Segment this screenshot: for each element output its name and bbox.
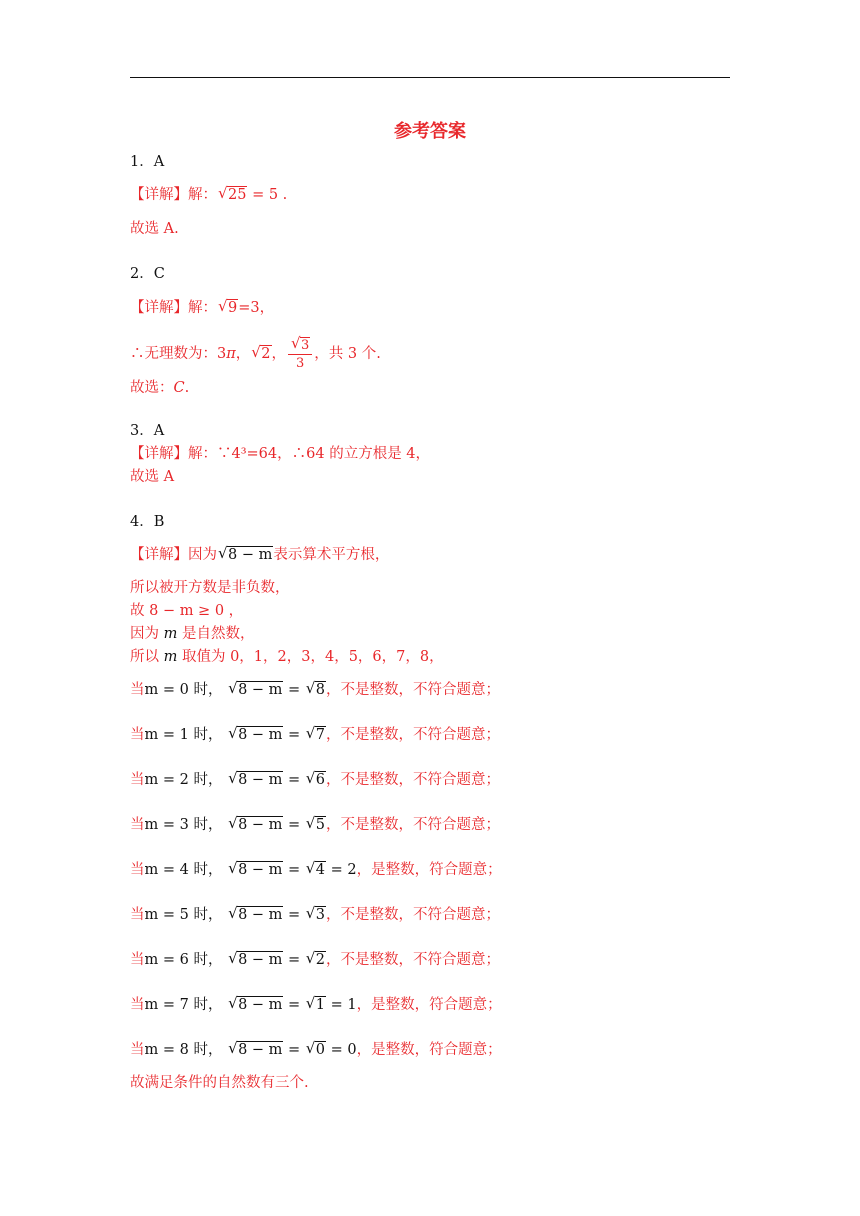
q2-conclusion-prefix: 故选： <box>130 380 174 396</box>
q1-explanation <box>130 185 287 205</box>
q1-radicand: 25 <box>228 187 247 203</box>
q4-line4-b: 是自然数， <box>177 626 255 642</box>
q2-count: ，共 3 个. <box>314 346 381 362</box>
q4-answer: 4．B <box>130 514 165 530</box>
q3-label: 【详解】解： <box>130 446 217 462</box>
equals-sign: = <box>283 862 305 878</box>
q4-line4 <box>130 624 254 644</box>
case-lhs: 8 − m <box>238 772 283 788</box>
case-verdict: ，是整数，符合题意； <box>356 1042 502 1058</box>
q4-case-line <box>130 680 500 700</box>
q4-case-line <box>130 815 500 835</box>
case-prefix: 当 <box>130 817 145 833</box>
case-condition: m = 3 时， <box>144 817 223 833</box>
separator: ， <box>235 346 251 362</box>
q2-label: 【详解】解： <box>130 300 217 316</box>
case-radicand: 8 <box>315 682 326 698</box>
case-prefix: 当 <box>130 907 145 923</box>
equals-sign: = <box>283 1042 305 1058</box>
sqrt-symbol <box>218 298 238 318</box>
q2-radicand: 9 <box>228 300 238 316</box>
sqrt-symbol <box>228 680 283 700</box>
q2-frac-numerator: 3 <box>301 337 310 353</box>
equals-sign: = <box>283 682 305 698</box>
q2-explanation <box>130 298 274 318</box>
header-rule <box>130 77 730 78</box>
q2-fraction <box>288 337 312 372</box>
q1-conclusion: 故选 A. <box>130 221 179 237</box>
q4-conclusion: 故满足条件的自然数有三个. <box>130 1075 309 1091</box>
case-prefix: 当 <box>130 1042 145 1058</box>
sqrt-symbol <box>228 770 283 790</box>
q4-case-line <box>130 770 500 790</box>
case-verdict: ，不是整数，不符合题意； <box>326 727 501 743</box>
case-prefix: 当 <box>130 682 145 698</box>
sqrt-symbol <box>228 725 283 745</box>
sqrt-symbol <box>306 950 326 970</box>
case-prefix: 当 <box>130 727 145 743</box>
sqrt-symbol <box>291 337 310 354</box>
q2-sqrt2: 2 <box>261 346 271 362</box>
case-prefix: 当 <box>130 952 145 968</box>
equals-sign: = <box>283 772 305 788</box>
case-lhs: 8 − m <box>238 997 283 1013</box>
case-verdict: ，不是整数，不符合题意； <box>326 682 501 698</box>
q4-case-line <box>130 950 500 970</box>
sqrt-symbol <box>218 185 247 205</box>
q4-intro <box>130 545 389 565</box>
q4-label: 【详解】 <box>130 547 188 563</box>
case-radicand: 0 <box>315 1042 326 1058</box>
q1-label: 【详解】解： <box>130 187 217 203</box>
case-verdict: ，不是整数，不符合题意； <box>326 907 501 923</box>
case-lhs: 8 − m <box>238 817 283 833</box>
sqrt-symbol <box>306 725 326 745</box>
q2-conclusion-period: . <box>184 380 190 396</box>
case-prefix: 当 <box>130 772 145 788</box>
case-lhs: 8 − m <box>238 907 283 923</box>
q4-line5-b: 取值为 0，1，2，3，4，5，6，7，8， <box>177 649 444 665</box>
sqrt-symbol <box>306 680 326 700</box>
case-radicand: 6 <box>315 772 326 788</box>
case-condition: m = 0 时， <box>144 682 223 698</box>
case-prefix: 当 <box>130 997 145 1013</box>
q4-intro-b: 表示算术平方根， <box>273 547 390 563</box>
case-value: = 1 <box>326 997 357 1013</box>
equals-sign: = <box>283 727 305 743</box>
q4-line5-a: 所以 <box>130 649 164 665</box>
case-verdict: ，是整数，符合题意； <box>356 997 502 1013</box>
q4-intro-a: 因为 <box>188 547 217 563</box>
sqrt-symbol <box>228 995 283 1015</box>
case-lhs: 8 − m <box>238 727 283 743</box>
q4-line2: 所以被开方数是非负数， <box>130 580 290 596</box>
sqrt-symbol <box>228 950 283 970</box>
case-condition: m = 1 时， <box>144 727 223 743</box>
case-radicand: 4 <box>315 862 326 878</box>
q4-line4-a: 因为 <box>130 626 164 642</box>
q4-case-line <box>130 905 500 925</box>
case-radicand: 7 <box>315 727 326 743</box>
sqrt-symbol <box>306 860 326 880</box>
case-condition: m = 4 时， <box>144 862 223 878</box>
q4-line5 <box>130 647 444 667</box>
sqrt-symbol <box>228 860 283 880</box>
case-lhs: 8 − m <box>238 682 283 698</box>
q4-line3: 故 8 − m ≥ 0 ， <box>130 603 244 619</box>
q2-result: =3， <box>238 300 275 316</box>
q2-pi: π <box>226 346 236 362</box>
case-condition: m = 6 时， <box>144 952 223 968</box>
case-radicand: 5 <box>315 817 326 833</box>
q3-conclusion: 故选 A <box>130 469 175 485</box>
case-condition: m = 8 时， <box>144 1042 223 1058</box>
q1-result: = 5 . <box>252 187 288 203</box>
q2-frac-denominator: 3 <box>296 355 305 371</box>
case-radicand: 3 <box>315 907 326 923</box>
case-condition: m = 7 时， <box>144 997 223 1013</box>
q2-conclusion-choice: C <box>173 380 185 396</box>
sqrt-symbol <box>306 995 326 1015</box>
equals-sign: = <box>283 997 305 1013</box>
case-prefix: 当 <box>130 862 145 878</box>
equals-sign: = <box>283 952 305 968</box>
q2-conclusion <box>130 378 189 398</box>
case-verdict: ，不是整数，不符合题意； <box>326 952 501 968</box>
q4-line4-m: m <box>163 626 178 642</box>
q4-case-line <box>130 995 502 1015</box>
sqrt-symbol <box>251 336 271 372</box>
q4-case-line <box>130 860 502 880</box>
case-verdict: ，不是整数，不符合题意； <box>326 817 501 833</box>
case-value: = 2 <box>326 862 357 878</box>
sqrt-symbol <box>228 905 283 925</box>
q2-answer: 2．C <box>130 266 165 282</box>
case-value: = 0 <box>326 1042 357 1058</box>
page-title: 参考答案 <box>394 121 466 142</box>
sqrt-symbol <box>306 1040 326 1060</box>
case-condition: m = 2 时， <box>144 772 223 788</box>
separator: ， <box>271 346 286 362</box>
q2-therefore: ∴无理数为：3 <box>130 346 227 362</box>
case-lhs: 8 − m <box>238 952 283 968</box>
q3-explanation <box>130 444 430 464</box>
q4-case-line <box>130 725 500 745</box>
sqrt-symbol <box>218 545 273 565</box>
equals-sign: = <box>283 907 305 923</box>
sqrt-symbol <box>228 815 283 835</box>
case-verdict: ，是整数，符合题意； <box>356 862 502 878</box>
case-radicand: 2 <box>315 952 326 968</box>
q3-answer: 3．A <box>130 423 165 439</box>
case-lhs: 8 − m <box>238 862 283 878</box>
sqrt-symbol <box>306 770 326 790</box>
case-verdict: ，不是整数，不符合题意； <box>326 772 501 788</box>
equals-sign: = <box>283 817 305 833</box>
q1-answer: 1．A <box>130 154 165 170</box>
q4-case-line <box>130 1040 502 1060</box>
q4-line5-m: m <box>163 649 178 665</box>
q4-expression: 8 − m <box>228 547 273 563</box>
q2-irrationals <box>130 336 381 372</box>
case-condition: m = 5 时， <box>144 907 223 923</box>
case-lhs: 8 − m <box>238 1042 283 1058</box>
sqrt-symbol <box>306 905 326 925</box>
case-radicand: 1 <box>315 997 326 1013</box>
q3-body: ∵4³=64，∴64 的立方根是 4， <box>217 446 431 462</box>
sqrt-symbol <box>228 1040 283 1060</box>
sqrt-symbol <box>306 815 326 835</box>
